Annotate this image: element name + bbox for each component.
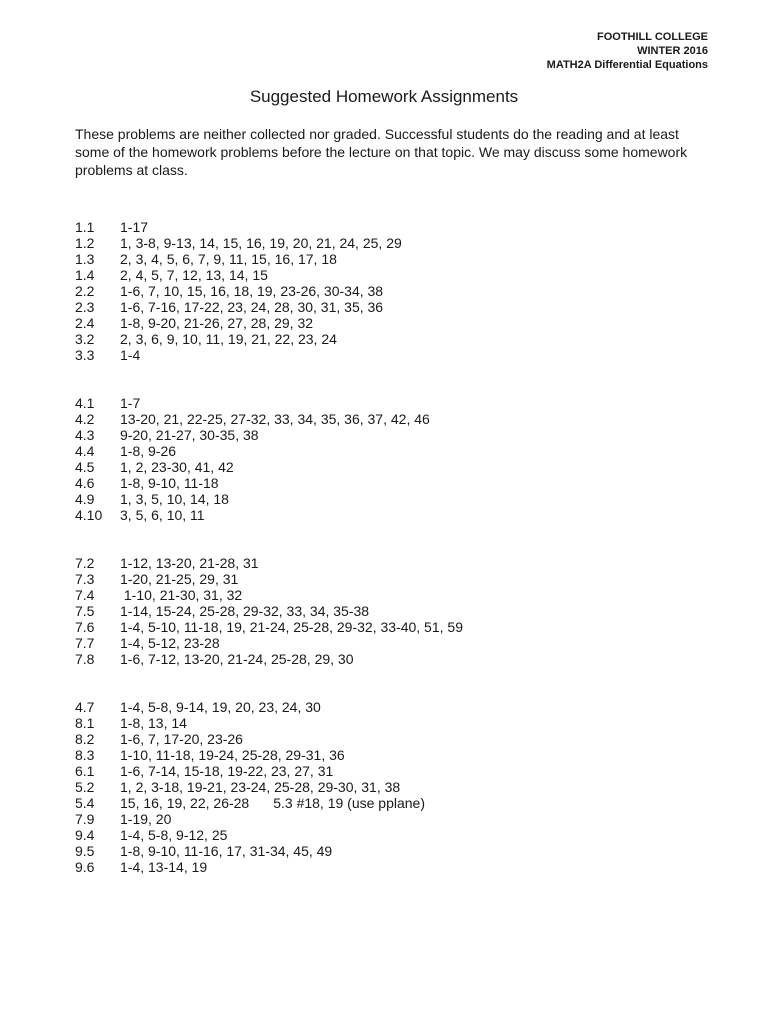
assignment-row (75, 459, 715, 475)
problem-list: 1-6, 7-16, 17-22, 23, 24, 28, 30, 31, 35, 36 (120, 299, 384, 315)
problem-list: 1, 3-8, 9-13, 14, 15, 16, 19, 20, 21, 24, 25, 29 (120, 235, 402, 251)
section-number: 7.3 (75, 571, 95, 587)
section-number: 7.4 (75, 587, 95, 603)
section-number: 7.7 (75, 635, 95, 651)
section-number: 7.5 (75, 603, 95, 619)
problem-list: 1-8, 9-26 (120, 443, 177, 459)
problem-list: 9-20, 21-27, 30-35, 38 (120, 427, 259, 443)
section-number: 2.2 (75, 283, 95, 299)
assignment-row (75, 731, 715, 747)
assignment-row (75, 843, 715, 859)
problem-list: 1-8, 9-10, 11-18 (120, 475, 219, 491)
section-number: 3.3 (75, 347, 95, 363)
section-number: 8.1 (75, 715, 95, 731)
assignment-group (75, 555, 715, 667)
section-number: 4.9 (75, 491, 95, 507)
section-number: 9.6 (75, 859, 95, 875)
section-number: 7.9 (75, 811, 95, 827)
section-number: 5.4 (75, 795, 95, 811)
assignment-row (75, 491, 715, 507)
problem-list: 2, 4, 5, 7, 12, 13, 14, 15 (120, 267, 268, 283)
section-number: 9.4 (75, 827, 95, 843)
section-number: 4.7 (75, 699, 95, 715)
section-number: 7.2 (75, 555, 95, 571)
section-number: 1.4 (75, 267, 95, 283)
problem-list: 1-4, 5-12, 23-28 (120, 635, 220, 651)
assignment-group (75, 699, 715, 875)
section-number: 2.4 (75, 315, 95, 331)
assignment-row (75, 619, 715, 635)
problem-list: 13-20, 21, 22-25, 27-32, 33, 34, 35, 36, 37, 42, 46 (120, 411, 430, 427)
intro-paragraph: These problems are neither collected nor graded. Successful students do the reading and at least some of the homework problems before the lecture on that topic. We may discuss some homework problems at class. (75, 126, 688, 178)
problem-list: 1-4, 13-14, 19 (120, 859, 208, 875)
assignment-row (75, 635, 715, 651)
section-number: 4.10 (75, 507, 103, 523)
section-number: 4.2 (75, 411, 95, 427)
section-number: 7.6 (75, 619, 95, 635)
section-number: 8.3 (75, 747, 95, 763)
problem-list: 1-10, 21-30, 31, 32 (120, 587, 243, 603)
problem-list: 1, 2, 3-18, 19-21, 23-24, 25-28, 29-30, 31, 38 (120, 779, 401, 795)
problem-list: 3, 5, 6, 10, 11 (120, 507, 205, 523)
problem-list: 1-4, 5-10, 11-18, 19, 21-24, 25-28, 29-32, 33-40, 51, 59 (120, 619, 463, 635)
section-number: 2.3 (75, 299, 95, 315)
problem-list: 15, 16, 19, 22, 26-28 (120, 795, 250, 811)
assignment-row (75, 507, 715, 523)
section-number: 1.2 (75, 235, 95, 251)
assignment-row (75, 235, 715, 251)
assignment-row (75, 827, 715, 843)
problem-list: 1-10, 11-18, 19-24, 25-28, 29-31, 36 (120, 747, 345, 763)
problem-list: 1-4, 5-8, 9-14, 19, 20, 23, 24, 30 (120, 699, 321, 715)
problem-list: 1-7 (120, 395, 141, 411)
section-number: 3.2 (75, 331, 95, 347)
assignment-row (75, 251, 715, 267)
assignment-row (75, 555, 715, 571)
course-name: MATH2A Differential Equations (546, 59, 708, 71)
section-number: 1.1 (75, 219, 95, 235)
section-number: 1.3 (75, 251, 95, 267)
assignment-group (75, 219, 715, 363)
assignment-row (75, 587, 715, 603)
section-number: 5.2 (75, 779, 95, 795)
page-title: Suggested Homework Assignments (249, 87, 519, 106)
problem-list: 1-6, 7, 10, 15, 16, 18, 19, 23-26, 30-34, 38 (120, 283, 384, 299)
assignment-row (75, 699, 715, 715)
assignment-row (75, 651, 715, 667)
problem-list: 1-8, 9-10, 11-16, 17, 31-34, 45, 49 (120, 843, 333, 859)
assignment-row (75, 299, 715, 315)
assignment-row (75, 443, 715, 459)
problem-list: 1-6, 7-12, 13-20, 21-24, 25-28, 29, 30 (120, 651, 354, 667)
section-number: 4.5 (75, 459, 95, 475)
assignment-row (75, 747, 715, 763)
school-name: FOOTHILL COLLEGE (596, 31, 708, 43)
problem-list: 1-20, 21-25, 29, 31 (120, 571, 239, 587)
problem-list: 1-17 (120, 219, 149, 235)
assignment-row (75, 315, 715, 331)
assignment-row (75, 331, 715, 347)
assignment-row (75, 795, 715, 811)
problem-list: 1-4, 5-8, 9-12, 25 (120, 827, 228, 843)
assignment-row (75, 571, 715, 587)
term-label: WINTER 2016 (637, 45, 708, 57)
problem-list: 1-4 (120, 347, 141, 363)
problem-list: 1-6, 7-14, 15-18, 19-22, 23, 27, 31 (120, 763, 334, 779)
assignment-row (75, 347, 715, 363)
assignment-row (75, 283, 715, 299)
section-number: 7.8 (75, 651, 95, 667)
extra-note: 5.3 #18, 19 (use pplane) (273, 795, 425, 811)
section-number: 4.4 (75, 443, 95, 459)
problem-list: 1-8, 9-20, 21-26, 27, 28, 29, 32 (120, 315, 314, 331)
assignment-group (75, 395, 715, 523)
assignment-row (75, 763, 715, 779)
assignment-row (75, 603, 715, 619)
assignment-row (75, 219, 715, 235)
problem-list: 1, 2, 23-30, 41, 42 (120, 459, 234, 475)
course-header (547, 30, 708, 72)
section-number: 8.2 (75, 731, 95, 747)
section-number: 4.6 (75, 475, 95, 491)
assignment-row (75, 779, 715, 795)
assignment-row (75, 811, 715, 827)
assignment-row (75, 859, 715, 875)
section-number: 6.1 (75, 763, 95, 779)
assignment-row (75, 267, 715, 283)
assignment-row (75, 715, 715, 731)
section-number: 4.3 (75, 427, 95, 443)
assignment-row (75, 411, 715, 427)
assignment-row (75, 475, 715, 491)
section-number: 4.1 (75, 395, 95, 411)
section-number: 9.5 (75, 843, 95, 859)
problem-list: 2, 3, 4, 5, 6, 7, 9, 11, 15, 16, 17, 18 (120, 251, 337, 267)
assignment-groups (75, 219, 715, 907)
problem-list: 1-14, 15-24, 25-28, 29-32, 33, 34, 35-38 (120, 603, 370, 619)
problem-list: 2, 3, 6, 9, 10, 11, 19, 21, 22, 23, 24 (120, 331, 337, 347)
problem-list: 1, 3, 5, 10, 14, 18 (120, 491, 229, 507)
problem-list: 1-19, 20 (120, 811, 172, 827)
problem-list: 1-12, 13-20, 21-28, 31 (120, 555, 259, 571)
problem-list: 1-6, 7, 17-20, 23-26 (120, 731, 243, 747)
assignment-row (75, 427, 715, 443)
assignment-row (75, 395, 715, 411)
problem-list: 1-8, 13, 14 (120, 715, 187, 731)
